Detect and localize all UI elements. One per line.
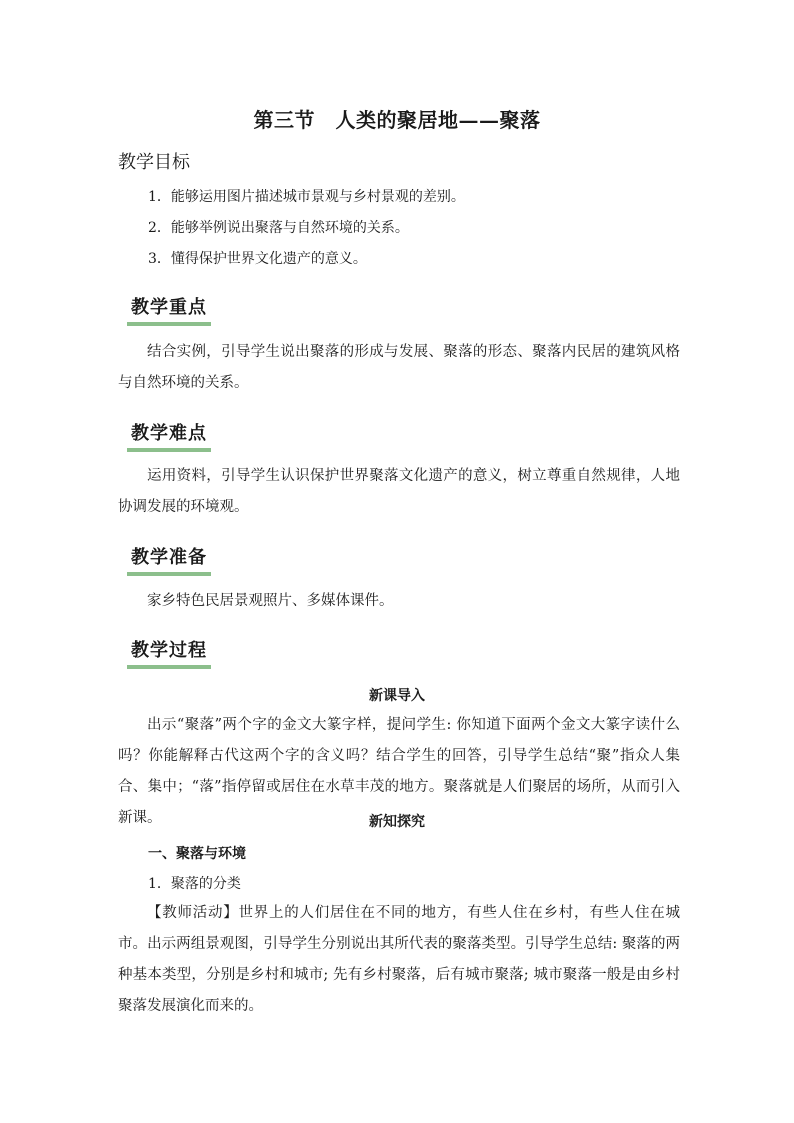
part-one-heading: 一、聚落与环境	[148, 846, 246, 862]
activity-text: 【教师活动】世界上的人们居住在不同的地方，有些人住在乡村，有些人住在城市。出示两组景观图，引导学生分别说出其所代表的聚落类型。引导学生总结: 聚落的两种基本类型，分别是乡村和城市; 先有乡村聚落，后有城市聚落; 城市聚落一般是由乡村聚落发展演化而来的。	[118, 905, 680, 1014]
difficulties-text: 运用资料，引导学生认识保护世界聚落文化遗产的意义，树立尊重自然规律，人地协调发展的环境观。	[118, 468, 680, 515]
intro-text: 出示“聚落”两个字的金文大篆字样，提问学生: 你知道下面两个金文大篆字读什么吗？你能解释古代这两个字的含义吗？结合学生的回答，引导学生总结“聚”指众人集合、集中；“落”指停留或居住在水草丰茂的地方。聚落就是人们聚居的场所，从而引入新课。	[118, 717, 680, 826]
intro-heading: 新课导入	[369, 688, 425, 704]
process-heading: 教学过程	[127, 638, 211, 669]
key-points-text: 结合实例，引导学生说出聚落的形成与发展、聚落的形态、聚落内民居的建筑风格与自然环境的关系。	[118, 344, 680, 391]
key-points-heading: 教学重点	[127, 295, 211, 326]
preparation-heading: 教学准备	[127, 545, 211, 576]
difficulties-heading: 教学难点	[127, 421, 211, 452]
objective-item: 1．能够运用图片描述城市景观与乡村景观的差别。	[148, 189, 465, 205]
page-title: 第三节 人类的聚居地——聚落	[253, 108, 541, 132]
preparation-text: 家乡特色民居景观照片、多媒体课件。	[147, 593, 394, 609]
objectives-heading: 教学目标	[118, 152, 190, 173]
sub-one-heading: 1．聚落的分类	[148, 876, 241, 892]
objective-item: 2．能够举例说出聚落与自然环境的关系。	[148, 220, 409, 236]
objective-item: 3．懂得保护世界文化遗产的意义。	[148, 251, 367, 267]
explore-heading: 新知探究	[369, 814, 425, 830]
